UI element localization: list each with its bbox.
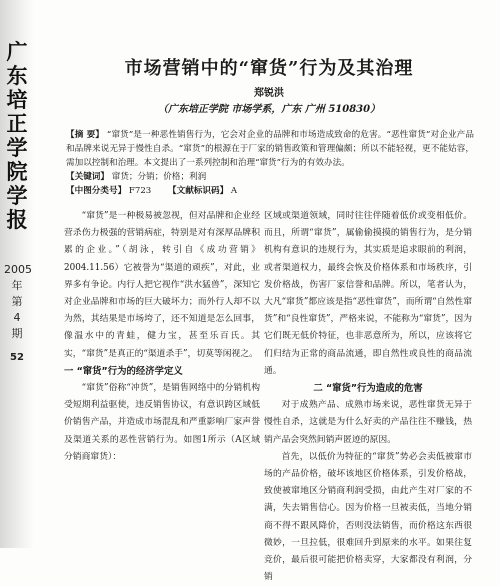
body-paragraph: 区域或渠道领域，同时往往伴随着低价或变相低价。而且，所谓“窜货”，属偷偷摸摸的销售行为，是分销机构有意识的违规行为，其实质是追求眼前的利润，或者渠道权力，最终会恢及价格体系和市场秩序，引发价格战，伤害厂家信誉和品牌。所以，笔者认为，大凡“窜货”都应该是指“恶性窜货”，而所谓“自然性窜货”和“良性窜货”，严格来说，不能称为“窜货”，因为它们既无低价特征，也非恶意所为，所以，应该将它们归结为正常的商品流通，即自然性或良性的商品流通。 (264, 211, 472, 376)
classification (66, 184, 237, 198)
classification-label: 【中图分类号】 (66, 186, 127, 196)
journal-char: 东 (6, 64, 28, 88)
doc-code-value: A (230, 186, 238, 196)
abstract (66, 128, 474, 170)
journal-char: 正 (6, 112, 28, 136)
body-paragraph: “窜货”俗称“冲货”，是销售网络中的分销机构受短期利益驱使，违反销售协议，有意识跨区域低价销售产品，并造成市场混乱和严重影响厂家声誉及渠道关系的恶性营销行为。如图1所示（A区域分销商窜货）： (64, 383, 260, 462)
body-paragraph: “窜货”是一种极易被忽视，但对品牌和企业经营杀伤力极强的营销病症，特别是对有深厚品牌积累的企业。”（胡泳，转引自《成功营销》2004.11.56）它被誉为“渠道的顽疾”，对此，业界多有争论。内行人把它视作“洪水猛兽”，深知它对企业品牌和市场的巨大破坏力；而外行人却不以为然，其结果是市场垮了，还不知道是怎么回事，像温水中的青蛙，健力宝，甚至乐百氏。其实，“窜货”是真正的“渠道杀手”，切莫等闲视之。 (64, 211, 260, 359)
journal-char: 院 (6, 160, 28, 184)
issue-number: 4 (13, 311, 21, 324)
issue-char: 期 (11, 327, 23, 340)
body-paragraph: 首先，以低价为特征的“窜货”势必会卖低被窜市场的产品价格，破坏该地区价格体系，引发价格战，致使被窜地区分销商利润受损，由此产生对厂家的不满，失去销售信心。因为价格一旦被卖低，当地分销商不得不跟风降价，否则没法销售，而价格这东西很微妙，一旦拉低，很难回升到原来的水平。如果往复竞价，最后很可能把价格卖穿，大家都没有利润，分销 (264, 451, 472, 583)
abstract-text: “窜货”是一种恶性销售行为，它会对企业的品牌和市场造成致命的危害。“恶性窜货”对企业产品和品牌来说无异于慢性自杀。“窜货”的根源在于厂家的销售政策和管理偏颇；所以不能轻视，更不能姑容，需加以控制和治理。本文提出了一系列控制和治理“窜货”行为的有效办法。 (66, 130, 475, 168)
journal-char: 培 (6, 88, 28, 112)
journal-char: 学 (6, 184, 28, 208)
body-column-right (264, 208, 472, 586)
keywords (66, 170, 206, 184)
section-heading: 一 “窜货”行为的经济学定义 (64, 365, 183, 377)
article-author: 郑锐洪 (254, 88, 284, 99)
abstract-label: 【摘 要】 (66, 130, 105, 140)
issue-year: 2005 (4, 263, 32, 276)
issue-char: 年 (11, 279, 23, 292)
article-affiliation: （广东培正学院 市场学系，广东 广州 510830） (157, 104, 381, 115)
doc-code-label: 【文献标识码】 (168, 186, 229, 196)
page-number: 52 (10, 352, 24, 363)
body-column-left (64, 208, 260, 466)
body-paragraph: 对于成熟产品、成熟市场来说，恶性窜货无异于慢性自杀，这就是为什么好卖的产品往往不赚钱，热销产品会突然间销声匿迹的原因。 (264, 400, 472, 445)
article-title: 市场营销中的“窜货”行为及其治理 (124, 58, 414, 79)
keywords-label: 【关键词】 (66, 172, 109, 182)
issue-char: 第 (11, 295, 23, 308)
journal-char: 报 (6, 208, 28, 232)
keywords-text: 窜货；分销；价格；利润 (111, 172, 207, 182)
classification-value: F723 (128, 186, 152, 196)
journal-char: 广 (6, 40, 28, 64)
issue-info-vertical (4, 262, 30, 342)
section-heading: 二 “窜货”行为造成的危害 (313, 383, 423, 395)
journal-char: 学 (6, 136, 28, 160)
journal-name-vertical (2, 40, 32, 232)
